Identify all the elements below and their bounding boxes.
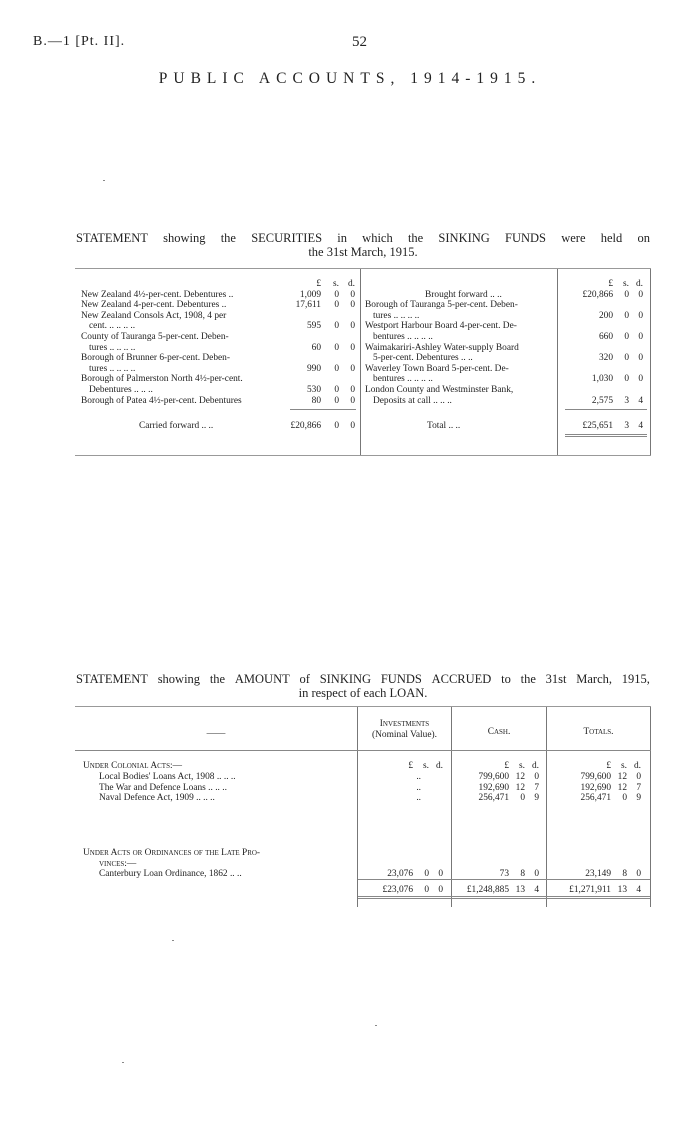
- security-description: Borough of Palmerston North 4½-per-cent.: [81, 374, 243, 385]
- grand-total-cash-pounds: £1,248,885: [466, 885, 509, 895]
- heading-word: ACCRUED: [431, 672, 492, 686]
- security-description: Waimakariri-Ashley Water-supply Board: [365, 342, 519, 353]
- cash-value-pounds: 256,471: [478, 793, 509, 804]
- heading-word: in: [337, 231, 347, 245]
- cash-value-pounds: 73: [499, 869, 509, 879]
- total-double-rule: [565, 436, 647, 437]
- securities-statement-heading: [76, 231, 650, 259]
- security-line: [365, 353, 645, 364]
- totals-column-header: Totals.: [583, 727, 614, 737]
- grand-total-cash-pence: 4: [534, 885, 539, 895]
- heading-word: of: [299, 672, 310, 686]
- heading-word: 31st: [545, 672, 567, 686]
- heading-word: to: [501, 672, 511, 686]
- grand-total-investments-shillings: 0: [424, 885, 429, 895]
- grand-total-investments-pounds: £23,076: [382, 885, 413, 895]
- security-pounds: 60: [311, 342, 321, 353]
- security-line: [81, 300, 359, 311]
- section-title: vinces:—: [99, 859, 137, 869]
- heading-word: held: [600, 231, 623, 245]
- security-shillings: 0: [624, 331, 629, 342]
- security-pence: 0: [350, 395, 355, 406]
- header-rule: [75, 750, 651, 751]
- total-double-rule: [358, 896, 650, 897]
- investments-column-subheader: (Nominal Value).: [372, 730, 437, 740]
- security-shillings: 0: [334, 342, 339, 353]
- currency-pence-header: d.: [347, 279, 355, 289]
- sinking-fund-line: [75, 885, 651, 896]
- security-description: Waverley Town Board 5-per-cent. De-: [365, 363, 509, 374]
- security-description: London County and Westminster Bank,: [365, 384, 514, 395]
- security-line: [365, 311, 645, 322]
- security-shillings: 0: [334, 300, 339, 311]
- loan-label: Local Bodies' Loans Act, 1908 .. .. ..: [99, 772, 236, 782]
- sinking-funds-heading-line2: in respect of each LOAN.: [298, 686, 428, 700]
- security-line: [81, 396, 359, 407]
- investments-value: ..: [416, 793, 421, 804]
- security-shillings: 0: [334, 321, 339, 332]
- sinking-fund-line: [75, 761, 651, 772]
- securities-heading-line2: the 31st March, 1915.: [308, 245, 418, 259]
- security-pounds: 80: [311, 395, 321, 406]
- security-line: [81, 343, 359, 354]
- sinking-fund-line: [75, 859, 651, 870]
- total-row: [365, 421, 645, 432]
- security-line: [365, 332, 645, 343]
- investments-column-header: Investments: [379, 719, 430, 729]
- security-description: Borough of Brunner 6-per-cent. Deben-: [81, 353, 230, 364]
- total-double-rule: [565, 434, 647, 435]
- totals-currency-header-pounds: £: [606, 761, 611, 771]
- security-description: New Zealand Consols Act, 1908, 4 per: [81, 310, 227, 321]
- security-description: bentures .. .. .. ..: [373, 331, 433, 342]
- security-pounds: 530: [306, 384, 321, 395]
- security-shillings: 0: [624, 353, 629, 364]
- investments-value-shillings: 0: [424, 869, 429, 879]
- heading-word: FUNDS: [505, 231, 547, 245]
- security-description: tures .. .. .. ..: [89, 363, 136, 374]
- totals-value-shillings: 0: [622, 793, 627, 804]
- heading-word: were: [561, 231, 586, 245]
- totals-value-pence: 0: [636, 772, 641, 782]
- paper-speck: [122, 1062, 124, 1063]
- security-pence: 0: [638, 353, 643, 364]
- security-description: cent. .. .. .. ..: [89, 321, 136, 332]
- sum-rule: [290, 409, 356, 410]
- totals-value-pounds: 256,471: [580, 793, 611, 804]
- security-pounds: 2,575: [591, 395, 613, 406]
- heading-word: showing: [157, 672, 201, 686]
- security-pounds: 200: [598, 310, 613, 321]
- carried-forward-pence: 0: [350, 421, 355, 431]
- cash-currency-header-pence: d.: [531, 761, 539, 771]
- heading-word: SINKING: [319, 672, 372, 686]
- totals-value-shillings: 8: [622, 869, 627, 879]
- security-description: New Zealand 4-per-cent. Debentures ..: [81, 300, 227, 311]
- sinking-funds-heading-line1: [76, 672, 650, 686]
- currency-shillings-header: s.: [623, 279, 629, 289]
- heading-word: STATEMENT: [76, 672, 148, 686]
- currency-pounds-header: £: [316, 279, 321, 289]
- currency-header-row: [365, 279, 645, 290]
- paper-speck: [172, 940, 174, 941]
- security-description: tures .. .. .. ..: [89, 342, 136, 353]
- heading-word: FUNDS: [380, 672, 422, 686]
- security-pence: 0: [638, 374, 643, 385]
- cash-value-shillings: 8: [520, 869, 525, 879]
- security-shillings: 0: [334, 384, 339, 395]
- paper-speck: [375, 1025, 377, 1026]
- security-description: Borough of Tauranga 5-per-cent. Deben-: [365, 300, 518, 311]
- security-pence: 0: [350, 384, 355, 395]
- security-description: tures .. .. .. ..: [373, 310, 420, 321]
- security-line: [365, 300, 645, 311]
- total-label: Total .. ..: [427, 421, 461, 431]
- loan-label: Naval Defence Act, 1909 .. .. ..: [99, 793, 215, 804]
- sinking-fund-line: [75, 793, 651, 804]
- sinking-fund-line: [75, 869, 651, 880]
- investments-currency-header-pounds: £: [408, 761, 413, 771]
- investments-currency-header-shillings: s.: [423, 761, 429, 771]
- carried-forward-label: Carried forward .. ..: [139, 421, 214, 431]
- heading-word: the: [220, 231, 236, 245]
- securities-table: [75, 268, 651, 456]
- cash-value-pence: 0: [534, 869, 539, 879]
- totals-value-pence: 0: [636, 869, 641, 879]
- sinking-fund-line: [75, 772, 651, 783]
- sum-rule: [358, 879, 650, 880]
- sinking-funds-statement-heading: [76, 672, 650, 700]
- security-line: [365, 364, 645, 375]
- cash-value-pence: 0: [534, 772, 539, 782]
- heading-word: on: [637, 231, 650, 245]
- loan-label: Canterbury Loan Ordinance, 1862 .. ..: [99, 869, 242, 879]
- loan-label: The War and Defence Loans .. .. ..: [99, 782, 227, 793]
- cash-value-pounds: 799,600: [478, 772, 509, 782]
- security-pounds: 1,030: [591, 374, 613, 385]
- security-shillings: 0: [334, 289, 339, 300]
- cash-value-pence: 7: [534, 782, 539, 793]
- cash-value-shillings: 0: [520, 793, 525, 804]
- security-description: Deposits at call .. .. ..: [373, 395, 452, 406]
- security-pounds: 595: [306, 321, 321, 332]
- security-pence: 0: [350, 300, 355, 311]
- security-line: [81, 332, 359, 343]
- investments-value-pence: 0: [438, 869, 443, 879]
- totals-value-pounds: 23,149: [585, 869, 611, 879]
- sinking-fund-line: [75, 783, 651, 794]
- grand-total-investments-pence: 0: [438, 885, 443, 895]
- security-line: [81, 364, 359, 375]
- cash-currency-header-pounds: £: [504, 761, 509, 771]
- security-description: Debentures .. .. ..: [89, 384, 153, 395]
- security-pence: 0: [638, 331, 643, 342]
- heading-word: AMOUNT: [234, 672, 290, 686]
- security-shillings: 0: [624, 374, 629, 385]
- security-pence: 0: [350, 363, 355, 374]
- heading-word: which: [362, 231, 393, 245]
- page-number: 52: [352, 34, 367, 50]
- security-pounds: 990: [306, 363, 321, 374]
- security-line: [365, 396, 645, 407]
- totals-value-pence: 9: [636, 793, 641, 804]
- security-line: [81, 321, 359, 332]
- security-line: [81, 353, 359, 364]
- securities-right-column: [365, 279, 645, 406]
- heading-word: SECURITIES: [251, 231, 323, 245]
- grand-total-totals-shillings: 13: [617, 885, 627, 895]
- investments-value: ..: [416, 782, 421, 793]
- column-rule: [360, 269, 361, 455]
- carried-forward-shillings: 0: [334, 421, 339, 431]
- total-double-rule: [358, 898, 650, 899]
- sinking-funds-table: [75, 706, 651, 907]
- currency-header-row: [81, 279, 359, 290]
- page-title: PUBLIC ACCOUNTS, 1914-1915.: [158, 70, 542, 87]
- cash-column-header: Cash.: [487, 727, 511, 737]
- security-pence: 0: [350, 321, 355, 332]
- security-pence: 4: [638, 395, 643, 406]
- heading-word: the: [520, 672, 536, 686]
- securities-heading-line1: [76, 231, 650, 245]
- security-pounds: 17,611: [295, 300, 321, 311]
- security-pence: 0: [638, 289, 643, 300]
- security-line: [365, 321, 645, 332]
- carried-forward-row: [81, 421, 359, 432]
- heading-word: 1915,: [621, 672, 650, 686]
- security-line: [365, 374, 645, 385]
- section-title: Under Acts or Ordinances of the Late Pro-: [83, 848, 261, 858]
- totals-value-pounds: 192,690: [580, 782, 611, 793]
- grand-total-totals-pounds: £1,271,911: [569, 885, 611, 895]
- security-description: New Zealand 4½-per-cent. Debentures ..: [81, 289, 234, 300]
- heading-word: showing: [163, 231, 206, 245]
- section-title: Under Colonial Acts:—: [83, 761, 182, 771]
- security-description: County of Tauranga 5-per-cent. Deben-: [81, 331, 229, 342]
- security-pence: 0: [350, 289, 355, 300]
- currency-pence-header: d.: [635, 279, 643, 289]
- security-pence: 0: [638, 310, 643, 321]
- security-shillings: 0: [334, 363, 339, 374]
- security-shillings: 0: [334, 395, 339, 406]
- blank-column-header: ——: [206, 729, 226, 739]
- security-line: [365, 290, 645, 301]
- total-shillings: 3: [624, 421, 629, 431]
- cash-value-shillings: 12: [515, 782, 525, 793]
- cash-value-pounds: 192,690: [478, 782, 509, 793]
- investments-value-pounds: 23,076: [387, 869, 413, 879]
- cash-currency-header-shillings: s.: [519, 761, 525, 771]
- security-line: [81, 385, 359, 396]
- totals-value-shillings: 12: [617, 772, 627, 782]
- heading-word: the: [407, 231, 424, 245]
- security-line: [81, 374, 359, 385]
- sum-rule: [565, 409, 647, 410]
- totals-value-pence: 7: [636, 782, 641, 793]
- security-line: [81, 290, 359, 301]
- security-pounds: 660: [598, 331, 613, 342]
- security-shillings: 0: [624, 310, 629, 321]
- security-shillings: 3: [624, 395, 629, 406]
- paper-speck: [103, 180, 105, 181]
- heading-word: March,: [576, 672, 613, 686]
- total-pence: 4: [638, 421, 643, 431]
- securities-left-column: [81, 279, 359, 406]
- totals-currency-header-pence: d.: [633, 761, 641, 771]
- security-line: [365, 385, 645, 396]
- totals-currency-header-shillings: s.: [621, 761, 627, 771]
- sinking-fund-line: [75, 848, 651, 859]
- investments-currency-header-pence: d.: [435, 761, 443, 771]
- grand-total-cash-shillings: 13: [515, 885, 525, 895]
- security-line: [365, 343, 645, 354]
- currency-pounds-header: £: [608, 279, 613, 289]
- security-pounds: 320: [598, 353, 613, 364]
- carried-forward-pounds: £20,866: [290, 421, 321, 431]
- totals-value-shillings: 12: [617, 782, 627, 793]
- security-pence: 0: [350, 342, 355, 353]
- security-description: 5-per-cent. Debentures .. ..: [373, 353, 473, 364]
- grand-total-totals-pence: 4: [636, 885, 641, 895]
- security-description: Brought forward .. ..: [425, 289, 502, 300]
- security-description: Westport Harbour Board 4-per-cent. De-: [365, 321, 517, 332]
- currency-shillings-header: s.: [333, 279, 339, 289]
- totals-value-pounds: 799,600: [580, 772, 611, 782]
- security-description: Borough of Patea 4½-per-cent. Debentures: [81, 395, 242, 406]
- investments-value: ..: [416, 772, 421, 782]
- total-pounds: £25,651: [582, 421, 613, 431]
- column-rule: [650, 269, 651, 455]
- heading-word: STATEMENT: [76, 231, 148, 245]
- security-pounds: 1,009: [299, 289, 321, 300]
- cash-value-shillings: 12: [515, 772, 525, 782]
- security-shillings: 0: [624, 289, 629, 300]
- security-pounds: £20,866: [582, 289, 613, 300]
- heading-word: the: [209, 672, 226, 686]
- heading-word: SINKING: [438, 231, 490, 245]
- document-reference: B.—1 [Pt. II].: [33, 34, 126, 49]
- cash-value-pence: 9: [534, 793, 539, 804]
- security-description: bentures .. .. .. ..: [373, 374, 433, 385]
- security-line: [81, 311, 359, 322]
